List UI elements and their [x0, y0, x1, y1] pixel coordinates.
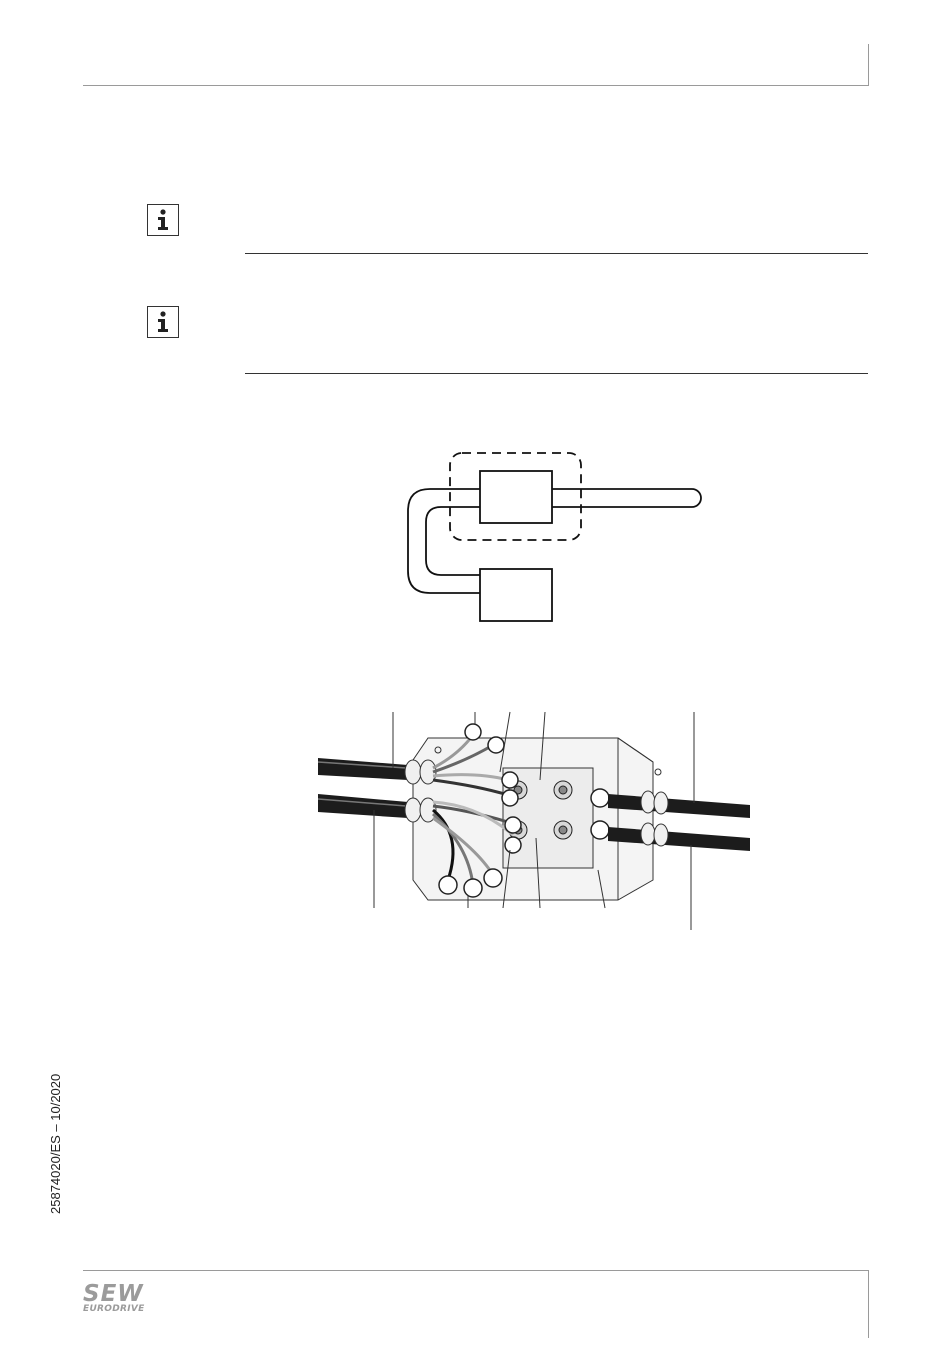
- note-separator: [245, 253, 868, 254]
- header-rule: [83, 85, 868, 86]
- footer-rule: [83, 1270, 868, 1271]
- info-icon: [147, 306, 179, 338]
- lower-component-box: [480, 569, 552, 621]
- note-separator: [245, 373, 868, 374]
- loop-cable-inner: [426, 507, 480, 575]
- logo-brand: SEW: [83, 1281, 144, 1307]
- info-icon: [147, 204, 179, 236]
- loop-cable-outer: [408, 489, 480, 593]
- sew-eurodrive-logo: [83, 1281, 145, 1314]
- logo-subtitle: EURODRIVE: [83, 1304, 145, 1314]
- left-cables: [318, 758, 408, 818]
- upper-component-box: [480, 471, 552, 523]
- right-cable: [552, 489, 701, 507]
- footer-side-rule: [868, 1270, 869, 1338]
- connection-diagram: [395, 445, 715, 630]
- cable-connection-illustration: [318, 710, 758, 935]
- document-id: 25874020/ES – 10/2020: [48, 1073, 63, 1214]
- header-side-rule: [868, 44, 869, 86]
